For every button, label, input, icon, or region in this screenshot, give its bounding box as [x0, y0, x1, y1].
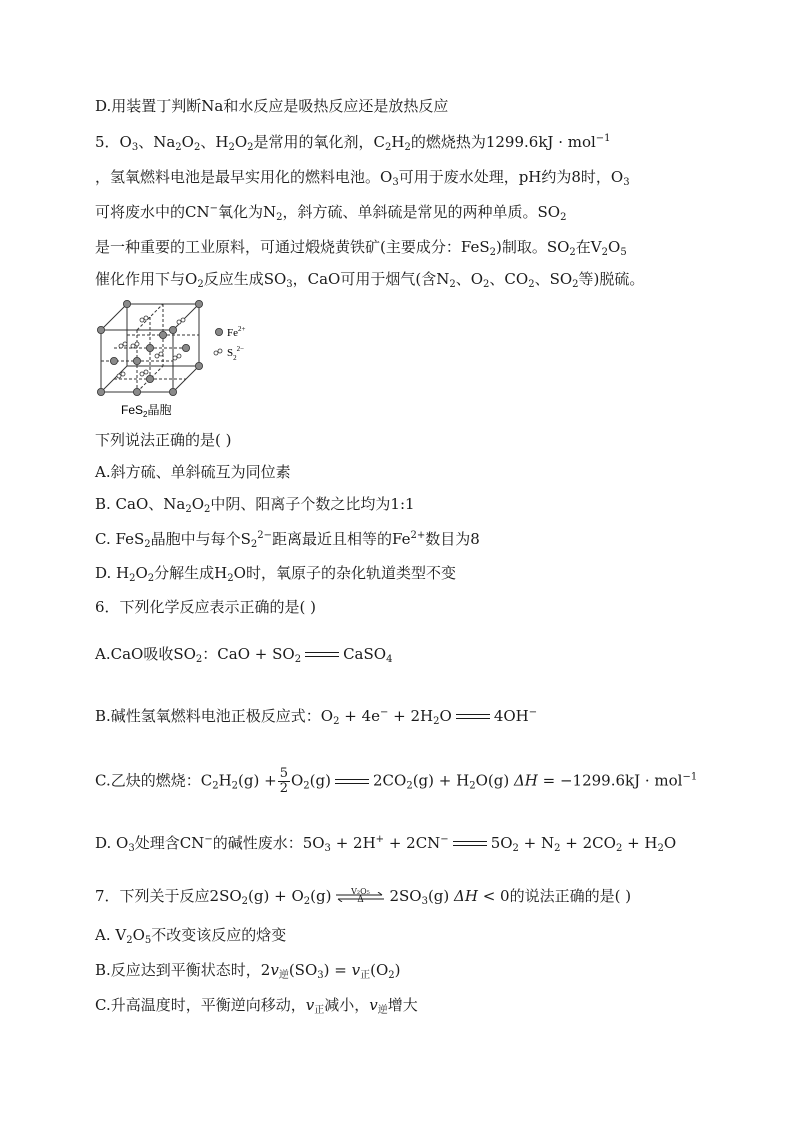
legend-fe-marker — [215, 328, 222, 335]
text: (g) + H — [412, 771, 470, 790]
text: ) = — [323, 961, 352, 979]
text: < 0的说法正确的是( ) — [477, 887, 632, 905]
text: 数目为8 — [425, 530, 480, 548]
fes2-unit-cell-figure — [95, 298, 265, 420]
text: 的燃烧热为1299.6kJ · mol — [410, 133, 596, 151]
text: 处理含CN — [134, 834, 205, 852]
equals-arrow — [453, 840, 487, 848]
text: D. O — [95, 834, 129, 852]
text: + 2H — [330, 834, 376, 852]
text: 、SO — [534, 270, 573, 288]
text: + 4e — [339, 707, 380, 725]
text: 6．下列化学反应表示正确的是( ) — [95, 598, 317, 616]
text: O — [290, 771, 304, 790]
text: D.用装置丁判断Na和水反应是吸热反应还是放热反应 — [95, 97, 449, 115]
text: CaSO — [343, 645, 387, 663]
text: 中阴、阳离子个数之比均为1:1 — [210, 495, 415, 513]
text: v — [270, 961, 279, 979]
question-5-stem — [95, 430, 231, 450]
text: v — [351, 961, 361, 979]
text: 、O — [455, 270, 484, 288]
text: 可将废水中的CN — [95, 203, 210, 221]
text: v — [305, 996, 315, 1014]
text: )制取。SO — [495, 238, 570, 256]
question-5-line-4: 是一种重要的工业原料，可通过煅烧黄铁矿(主要成分：FeS$_2$)制取。$SO_2$在$V_2O_5$ — [95, 238, 627, 258]
text: A.斜方硫、单斜硫互为同位素 — [95, 463, 291, 481]
equals-arrow — [335, 778, 369, 786]
option-5d: D. $H_2O_2$分解生成$H_2O$时，氧原子的杂化轨道类型不变 — [95, 564, 456, 584]
text: B. CaO、Na — [95, 495, 186, 513]
text: O — [663, 834, 677, 852]
question-5-line-2: ，氢氧燃料电池是最早实用化的燃料电池。$O_3$可用于废水处理，pH约为8时，$O_3$ — [95, 168, 630, 188]
text: ) — [394, 961, 401, 979]
text: A.CaO吸收SO — [95, 645, 196, 663]
question-7-stem: 7．下列关于反应$2SO_2(g) + O_2(g)$ V₂O₅ Δ $2SO_3(g) \Delta H < 0$的说法正确的是( ) — [95, 886, 631, 908]
equals-arrow — [305, 651, 339, 659]
text: 不改变该反应的焓变 — [151, 926, 287, 944]
text: v — [369, 996, 378, 1014]
text: (g) + — [238, 771, 277, 790]
text: 2SO — [389, 887, 422, 905]
option-5a — [95, 462, 291, 482]
option-5c: C. FeS$_2$晶胞中与每个$S_2^{2-}$距离最近且相等的$Fe^{2+}$数目为8 — [95, 530, 480, 550]
text: (O — [370, 961, 389, 979]
text: 正 — [314, 1005, 325, 1016]
text: ，氢氧燃料电池是最早实用化的燃料电池。O — [95, 168, 393, 186]
question-5-line-1: 5．$O_3$、$Na_2O_2$、$H_2O_2$是常用的氧化剂，$C_2H_2$的燃烧热为1299.6kJ · mol$^{-1}$ — [95, 133, 611, 153]
text: 逆 — [377, 1005, 388, 1016]
question-5-line-5: 催化作用下与$O_2$反应生成$SO_3$，CaO可用于烟气(含$N_2$、$O_2$、$CO_2$、$SO_2$等)脱硫。 — [95, 270, 645, 290]
heat-label: Δ — [357, 895, 364, 905]
option-6d: D. $O_3$处理含CN−的碱性废水：$5O_3 + 2H^+ + 2CN^-$ $5O_2 + N_2 + 2CO_2 + H_2O$ — [95, 834, 677, 854]
text: 正 — [360, 970, 371, 981]
text: (g) + O — [248, 887, 304, 905]
text: 逆 — [278, 970, 289, 981]
reversible-arrow — [334, 886, 386, 908]
text: B.反应达到平衡状态时，2 — [95, 961, 271, 979]
figure-caption: FeS$_2$晶胞 — [121, 403, 172, 419]
text: + 2CO — [560, 834, 616, 852]
text: C. FeS — [95, 530, 145, 548]
text: 在V — [575, 238, 602, 256]
text: 4OH — [493, 707, 529, 725]
text: D. H — [95, 564, 130, 582]
text: O — [439, 707, 452, 725]
text: (g) — [309, 771, 331, 790]
text: 可用于废水处理，pH约为8时，O — [398, 168, 624, 186]
legend-s2-marker — [218, 349, 222, 353]
text: ：CaO + SO — [202, 645, 295, 663]
text: = −1299.6kJ · mol — [537, 771, 683, 790]
text: ΔH — [513, 771, 538, 790]
text: + H — [622, 834, 658, 852]
equals-arrow — [456, 713, 490, 721]
text: 等)脱硫。 — [578, 270, 645, 288]
text: 7．下列关于反应2SO — [95, 887, 242, 905]
text: 距离最近且相等的Fe — [272, 530, 411, 548]
text: O时，氧原子的杂化轨道类型不变 — [233, 564, 456, 582]
text: 5．O — [95, 133, 132, 151]
text: C.乙炔的燃烧：C — [95, 771, 213, 790]
option-5b: B. CaO、$Na_2O_2$中阴、阳离子个数之比均为1:1 — [95, 495, 415, 515]
text: O — [135, 564, 148, 582]
text: 减小， — [324, 996, 370, 1014]
text: 分解生成H — [154, 564, 228, 582]
option-6a: A.CaO吸收$SO_2$：CaO + $SO_2$ CaSO$_4$ — [95, 645, 393, 665]
text: 5O — [490, 834, 513, 852]
option-6c: C.乙炔的燃烧：$C_2H_2(g)$ + $\frac{5}{2}$ $O_2(g) 2CO_2(g) + H_2O(g) \Delta H = -1299.6kJ \cdot mol^{-1}$ — [95, 766, 698, 796]
line-d-option — [95, 96, 448, 116]
text: 反应生成SO — [203, 270, 287, 288]
text: A. V — [95, 926, 127, 944]
text: 、CO — [489, 270, 529, 288]
text: ，CaO可用于烟气(含N — [292, 270, 450, 288]
text: 的碱性废水：5O — [212, 834, 325, 852]
text: 、H — [200, 133, 229, 151]
text: O — [191, 495, 205, 513]
question-5-line-3: 可将废水中的CN−氧化为$N_2$，斜方硫、单斜硫是常见的两种单质。$SO_2$ — [95, 203, 567, 223]
text: 、Na — [138, 133, 176, 151]
option-6b: B.碱性氢氧燃料电池正极反应式：$O_2 + 4e^- + 2H_2O$ 4OH− — [95, 707, 538, 727]
text: 下列说法正确的是( ) — [95, 431, 232, 449]
option-7c — [95, 995, 418, 1015]
text: − — [209, 203, 218, 214]
legend-s2-label: $S_2^{2-}$ — [227, 345, 245, 362]
text: 氧化为N — [218, 203, 277, 221]
catalyst-label: V₂O₅ — [351, 887, 370, 896]
text: H — [391, 133, 405, 151]
text: B.碱性氢氧燃料电池正极反应式：O — [95, 707, 334, 725]
text: 增大 — [387, 996, 418, 1014]
text: −1 — [595, 133, 611, 144]
text: 是一种重要的工业原料，可通过煅烧黄铁矿(主要成分：FeS — [95, 238, 490, 256]
text: + 2H — [388, 707, 434, 725]
text: 是常用的氧化剂，C — [253, 133, 385, 151]
text: O — [234, 133, 248, 151]
text: O — [608, 238, 621, 256]
text: ，斜方硫、单斜硫是常见的两种单质。SO — [282, 203, 561, 221]
text: 催化作用下与O — [95, 270, 198, 288]
legend-fe-label: $Fe^{2+}$ — [227, 325, 246, 339]
text: (g) — [310, 887, 332, 905]
fe-ions — [97, 300, 202, 395]
option-7b: B.反应达到平衡状态时，$2v_逆(SO_3) = v_正(O_2)$ — [95, 961, 401, 981]
text: (SO — [288, 961, 318, 979]
text: O — [181, 133, 194, 151]
text: 2CO — [372, 771, 407, 790]
option-7a: A. $V_2O_5$不改变该反应的焓变 — [95, 926, 287, 946]
legend-s2-marker — [214, 351, 218, 355]
text: (g) — [427, 887, 455, 905]
question-6-stem — [95, 597, 316, 617]
text: O — [132, 926, 145, 944]
text: ΔH — [454, 887, 478, 905]
text: 晶胞中与每个S — [150, 530, 251, 548]
text: O(g) — [475, 771, 514, 790]
text: C.升高温度时，平衡逆向移动， — [95, 996, 306, 1014]
text: + 2CN — [384, 834, 441, 852]
fraction: $\frac{5}{2}$ — [279, 766, 288, 796]
text: + N — [518, 834, 555, 852]
text: H — [218, 771, 232, 790]
